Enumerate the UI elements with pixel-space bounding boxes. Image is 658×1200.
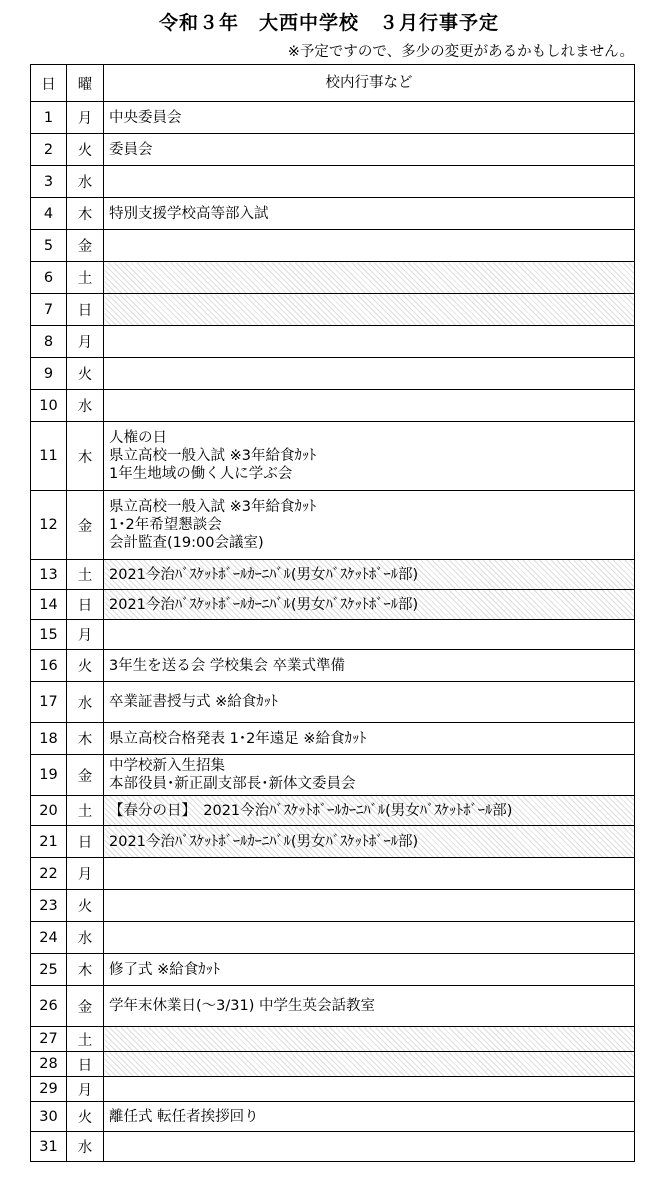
day-cell: 20 [31, 796, 67, 826]
event-line: 委員会 [109, 141, 153, 158]
day-cell: 24 [31, 922, 67, 954]
table-row [31, 1077, 635, 1102]
event-line: 1･2年希望懇談会 [109, 517, 222, 533]
table-row [31, 723, 635, 755]
weekday-cell: 火 [67, 134, 104, 166]
weekday-cell: 月 [67, 1077, 104, 1102]
day-cell: 11 [31, 422, 67, 491]
table-row [31, 358, 635, 390]
day-cell: 6 [31, 262, 67, 294]
table-row [31, 134, 635, 166]
event-line: 県立高校合格発表 1･2年遠足 ※給食ｶｯﾄ [109, 730, 367, 747]
day-cell: 26 [31, 986, 67, 1027]
table-row [31, 890, 635, 922]
weekday-cell: 水 [67, 390, 104, 422]
events-cell [104, 826, 635, 858]
day-cell: 4 [31, 198, 67, 230]
table-row [31, 198, 635, 230]
day-cell: 23 [31, 890, 67, 922]
day-cell: 12 [31, 491, 67, 560]
events-cell [104, 755, 635, 796]
day-cell: 27 [31, 1027, 67, 1052]
weekday-cell: 土 [67, 1027, 104, 1052]
table-row [31, 954, 635, 986]
day-cell: 2 [31, 134, 67, 166]
event-line: 中央委員会 [109, 109, 182, 126]
event-line: 3年生を送る会 学校集会 卒業式準備 [109, 657, 345, 674]
table-row [31, 390, 635, 422]
weekday-cell: 日 [67, 294, 104, 326]
event-line: 1年生地域の働く人に学ぶ会 [109, 466, 293, 482]
table-row [31, 422, 635, 491]
weekday-cell: 日 [67, 1052, 104, 1077]
event-line: 特別支援学校高等部入試 [109, 205, 269, 222]
weekday-cell: 木 [67, 422, 104, 491]
weekday-cell: 金 [67, 755, 104, 796]
table-row [31, 986, 635, 1027]
event-line: 本部役員･新正副支部長･新体文委員会 [109, 776, 356, 792]
table-row [31, 1052, 635, 1077]
day-cell: 1 [31, 102, 67, 134]
weekday-cell: 土 [67, 262, 104, 294]
weekday-cell: 水 [67, 682, 104, 723]
day-cell: 28 [31, 1052, 67, 1077]
event-line: 会計監査(19:00会議室) [109, 535, 264, 551]
day-cell: 9 [31, 358, 67, 390]
weekday-cell: 水 [67, 1132, 104, 1162]
weekday-cell: 金 [67, 491, 104, 560]
events-cell [104, 1052, 635, 1077]
event-line: 人権の日 [109, 430, 167, 446]
schedule-table [30, 64, 635, 1162]
event-line: 離任式 転任者挨拶回り [109, 1108, 259, 1125]
event-line: 2021今治ﾊﾞｽｹｯﾄﾎﾞｰﾙｶｰﾆﾊﾞﾙ(男女ﾊﾞｽｹｯﾄﾎﾞｰﾙ部) [109, 566, 419, 583]
day-cell: 25 [31, 954, 67, 986]
events-cell [104, 620, 635, 650]
events-cell [104, 230, 635, 262]
event-line: 中学校新入生招集 [109, 758, 225, 774]
events-cell [104, 198, 635, 230]
weekday-cell: 火 [67, 890, 104, 922]
events-cell [104, 1132, 635, 1162]
table-row [31, 620, 635, 650]
event-line: 2021今治ﾊﾞｽｹｯﾄﾎﾞｰﾙｶｰﾆﾊﾞﾙ(男女ﾊﾞｽｹｯﾄﾎﾞｰﾙ部) [109, 833, 419, 850]
table-body [31, 102, 635, 1162]
table-row [31, 922, 635, 954]
events-cell [104, 1102, 635, 1132]
table-row [31, 102, 635, 134]
weekday-cell: 月 [67, 858, 104, 890]
events-cell [104, 166, 635, 198]
events-cell [104, 102, 635, 134]
event-line: 学年末休業日(～3/31) 中学生英会話教室 [109, 998, 375, 1014]
table-row [31, 166, 635, 198]
weekday-cell: 水 [67, 166, 104, 198]
table-row [31, 262, 635, 294]
events-cell [104, 134, 635, 166]
events-cell [104, 922, 635, 954]
table-row [31, 294, 635, 326]
day-cell: 17 [31, 682, 67, 723]
event-line: 【春分の日】 2021今治ﾊﾞｽｹｯﾄﾎﾞｰﾙｶｰﾆﾊﾞﾙ(男女ﾊﾞｽｹｯﾄﾎﾞｰﾙ部) [109, 802, 513, 819]
event-line: 修了式 ※給食ｶｯﾄ [109, 961, 221, 978]
table-row [31, 796, 635, 826]
day-cell: 29 [31, 1077, 67, 1102]
event-line: 卒業証書授与式 ※給食ｶｯﾄ [109, 694, 279, 710]
day-cell: 19 [31, 755, 67, 796]
table-row [31, 1132, 635, 1162]
weekday-cell: 火 [67, 650, 104, 682]
event-line: 2021今治ﾊﾞｽｹｯﾄﾎﾞｰﾙｶｰﾆﾊﾞﾙ(男女ﾊﾞｽｹｯﾄﾎﾞｰﾙ部) [109, 596, 419, 613]
table-row [31, 560, 635, 590]
weekday-cell: 日 [67, 590, 104, 620]
events-cell [104, 682, 635, 723]
weekday-cell: 土 [67, 560, 104, 590]
events-cell [104, 491, 635, 560]
weekday-cell: 金 [67, 230, 104, 262]
table-row [31, 650, 635, 682]
events-cell [104, 1077, 635, 1102]
day-cell: 31 [31, 1132, 67, 1162]
weekday-cell: 月 [67, 326, 104, 358]
weekday-cell: 土 [67, 796, 104, 826]
weekday-cell: 月 [67, 620, 104, 650]
events-cell [104, 1027, 635, 1052]
table-header-row [31, 65, 635, 102]
day-cell: 14 [31, 590, 67, 620]
page-title: 令和３年 大西中学校 ３月行事予定 [158, 12, 499, 34]
events-cell [104, 560, 635, 590]
weekday-cell: 金 [67, 986, 104, 1027]
weekday-cell: 火 [67, 358, 104, 390]
table-row [31, 230, 635, 262]
weekday-cell: 月 [67, 102, 104, 134]
events-cell [104, 390, 635, 422]
events-cell [104, 262, 635, 294]
header-weekday: 曜 [67, 65, 104, 102]
day-cell: 13 [31, 560, 67, 590]
table-row [31, 326, 635, 358]
table-row [31, 1027, 635, 1052]
weekday-cell: 木 [67, 723, 104, 755]
day-cell: 3 [31, 166, 67, 198]
table-row [31, 590, 635, 620]
weekday-cell: 日 [67, 826, 104, 858]
events-cell [104, 796, 635, 826]
header-day: 日 [31, 65, 67, 102]
event-line: 県立高校一般入試 ※3年給食ｶｯﾄ [109, 448, 317, 464]
day-cell: 7 [31, 294, 67, 326]
day-cell: 15 [31, 620, 67, 650]
day-cell: 8 [31, 326, 67, 358]
events-cell [104, 890, 635, 922]
events-cell [104, 590, 635, 620]
events-cell [104, 422, 635, 491]
schedule-note: ※予定ですので、多少の変更があるかもしれません。 [287, 44, 634, 60]
day-cell: 30 [31, 1102, 67, 1132]
weekday-cell: 火 [67, 1102, 104, 1132]
events-cell [104, 723, 635, 755]
day-cell: 10 [31, 390, 67, 422]
weekday-cell: 木 [67, 954, 104, 986]
table-row [31, 491, 635, 560]
day-cell: 21 [31, 826, 67, 858]
day-cell: 18 [31, 723, 67, 755]
table-row [31, 682, 635, 723]
table-row [31, 1102, 635, 1132]
events-cell [104, 650, 635, 682]
events-cell [104, 954, 635, 986]
table-row [31, 858, 635, 890]
day-cell: 5 [31, 230, 67, 262]
day-cell: 16 [31, 650, 67, 682]
events-cell [104, 326, 635, 358]
events-cell [104, 858, 635, 890]
table-row [31, 826, 635, 858]
events-cell [104, 294, 635, 326]
events-cell [104, 358, 635, 390]
weekday-cell: 水 [67, 922, 104, 954]
header-events: 校内行事など [104, 65, 635, 102]
weekday-cell: 木 [67, 198, 104, 230]
events-cell [104, 986, 635, 1027]
event-line: 県立高校一般入試 ※3年給食ｶｯﾄ [109, 499, 317, 515]
table-row [31, 755, 635, 796]
day-cell: 22 [31, 858, 67, 890]
